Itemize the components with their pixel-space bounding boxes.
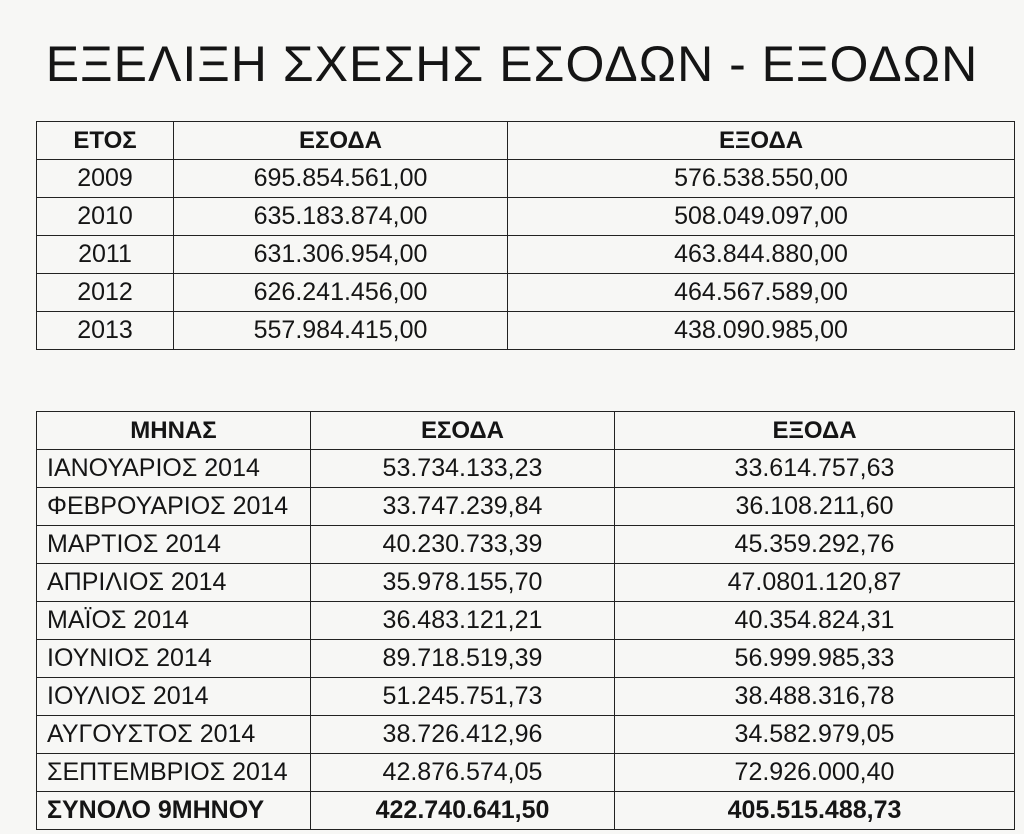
expenses-cell: 508.049.097,00 — [508, 198, 1015, 236]
table-row — [37, 160, 1015, 198]
month-cell: ΑΠΡΙΛΙΟΣ 2014 — [37, 564, 311, 602]
month-cell: ΜΑΡΤΙΟΣ 2014 — [37, 526, 311, 564]
expenses-cell: 34.582.979,05 — [615, 716, 1015, 754]
expenses-cell: 438.090.985,00 — [508, 312, 1015, 350]
table-row — [37, 640, 1015, 678]
year-cell: 2013 — [37, 312, 174, 350]
income-cell: 35.978.155,70 — [311, 564, 615, 602]
column-header-month: ΜΗΝΑΣ — [37, 412, 311, 450]
income-cell: 557.984.415,00 — [174, 312, 508, 350]
income-cell: 36.483.121,21 — [311, 602, 615, 640]
year-cell: 2010 — [37, 198, 174, 236]
income-cell: 695.854.561,00 — [174, 160, 508, 198]
expenses-cell: 40.354.824,31 — [615, 602, 1015, 640]
expenses-cell: 45.359.292,76 — [615, 526, 1015, 564]
table-row — [37, 236, 1015, 274]
table-row — [37, 274, 1015, 312]
income-cell: 53.734.133,23 — [311, 450, 615, 488]
table-row — [37, 450, 1015, 488]
column-header-expenses: ΕΞΟΔΑ — [615, 412, 1015, 450]
expenses-cell: 463.844.880,00 — [508, 236, 1015, 274]
table-row — [37, 198, 1015, 236]
table-row — [37, 564, 1015, 602]
income-cell: 51.245.751,73 — [311, 678, 615, 716]
month-cell: ΙΟΥΛΙΟΣ 2014 — [37, 678, 311, 716]
income-cell: 42.876.574,05 — [311, 754, 615, 792]
column-header-income: ΕΣΟΔΑ — [174, 122, 508, 160]
month-cell: ΙΑΝΟΥΑΡΙΟΣ 2014 — [37, 450, 311, 488]
column-header-year: ΕΤΟΣ — [37, 122, 174, 160]
year-cell: 2012 — [37, 274, 174, 312]
table-row — [37, 602, 1015, 640]
month-cell: ΙΟΥΝΙΟΣ 2014 — [37, 640, 311, 678]
income-cell: 89.718.519,39 — [311, 640, 615, 678]
income-cell: 40.230.733,39 — [311, 526, 615, 564]
table-row — [37, 716, 1015, 754]
table-header-row — [37, 412, 1015, 450]
monthly-income-expense-table — [36, 411, 1015, 830]
annual-income-expense-table — [36, 121, 1015, 350]
total-expenses: 405.515.488,73 — [615, 792, 1015, 830]
expenses-cell: 33.614.757,63 — [615, 450, 1015, 488]
income-cell: 631.306.954,00 — [174, 236, 508, 274]
month-cell: ΣΕΠΤΕΜΒΡΙΟΣ 2014 — [37, 754, 311, 792]
expenses-cell: 72.926.000,40 — [615, 754, 1015, 792]
column-header-expenses: ΕΞΟΔΑ — [508, 122, 1015, 160]
year-cell: 2009 — [37, 160, 174, 198]
expenses-cell: 464.567.589,00 — [508, 274, 1015, 312]
table-row — [37, 488, 1015, 526]
expenses-cell: 576.538.550,00 — [508, 160, 1015, 198]
table-header-row — [37, 122, 1015, 160]
expenses-cell: 47.0801.120,87 — [615, 564, 1015, 602]
month-cell: ΦΕΒΡΟΥΑΡΙΟΣ 2014 — [37, 488, 311, 526]
page-title: ΕΞΕΛΙΞΗ ΣΧΕΣΗΣ ΕΣΟΔΩΝ - ΕΞΟΔΩΝ — [45, 36, 979, 92]
total-label: ΣΥΝΟΛΟ 9ΜΗΝΟΥ — [37, 792, 311, 830]
table-row — [37, 526, 1015, 564]
income-cell: 33.747.239,84 — [311, 488, 615, 526]
income-cell: 38.726.412,96 — [311, 716, 615, 754]
total-income: 422.740.641,50 — [311, 792, 615, 830]
total-row — [37, 792, 1015, 830]
income-cell: 635.183.874,00 — [174, 198, 508, 236]
expenses-cell: 36.108.211,60 — [615, 488, 1015, 526]
column-header-income: ΕΣΟΔΑ — [311, 412, 615, 450]
expenses-cell: 38.488.316,78 — [615, 678, 1015, 716]
income-cell: 626.241.456,00 — [174, 274, 508, 312]
table-row — [37, 312, 1015, 350]
table-row — [37, 678, 1015, 716]
month-cell: ΜΑΪΟΣ 2014 — [37, 602, 311, 640]
expenses-cell: 56.999.985,33 — [615, 640, 1015, 678]
year-cell: 2011 — [37, 236, 174, 274]
table-row — [37, 754, 1015, 792]
month-cell: ΑΥΓΟΥΣΤΟΣ 2014 — [37, 716, 311, 754]
